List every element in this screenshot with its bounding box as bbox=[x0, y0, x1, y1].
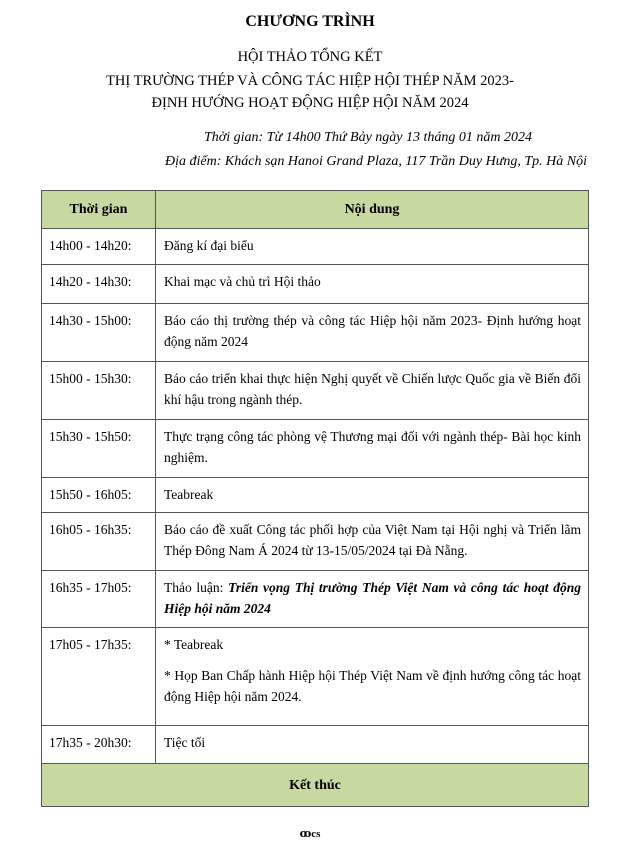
row-content: Tiệc tối bbox=[156, 726, 589, 764]
agenda-table bbox=[41, 190, 589, 807]
agenda-row bbox=[42, 265, 589, 304]
row-time: 15h30 - 15h50: bbox=[42, 420, 156, 478]
agenda-row bbox=[42, 362, 589, 420]
agenda-row bbox=[42, 229, 589, 265]
agenda-row bbox=[42, 571, 589, 628]
row-content: Teabreak bbox=[156, 478, 589, 513]
row-content: Khai mạc và chủ trì Hội thảo bbox=[156, 265, 589, 304]
agenda-row bbox=[42, 628, 589, 726]
row-content bbox=[156, 571, 589, 628]
row-time: 14h20 - 14h30: bbox=[42, 265, 156, 304]
agenda-row bbox=[42, 304, 589, 362]
row-content: Báo cáo đề xuất Công tác phối hợp của Việt Nam tại Hội nghị và Triển lãm Thép Đông Nam Á 2024 từ 13-15/05/2024 tại Đà Nẵng. bbox=[156, 513, 589, 571]
event-time: Thời gian: Từ 14h00 Thứ Bảy ngày 13 tháng 01 năm 2024 bbox=[203, 130, 532, 145]
row-content-item: * Họp Ban Chấp hành Hiệp hội Thép Việt Nam về định hướng công tác hoạt động Hiệp hội năm 2024. bbox=[164, 668, 581, 704]
agenda-row bbox=[42, 513, 589, 571]
subtitle-line-1: HỘI THẢO TỔNG KẾT bbox=[237, 49, 383, 65]
row-time: 15h00 - 15h30: bbox=[42, 362, 156, 420]
subtitle-line-2: THỊ TRƯỜNG THÉP VÀ CÔNG TÁC HIỆP HỘI THÉP NĂM 2023- bbox=[106, 73, 514, 89]
row-content bbox=[156, 628, 589, 726]
row-time: 17h05 - 17h35: bbox=[42, 628, 156, 726]
subtitle-line-3: ĐỊNH HƯỚNG HOẠT ĐỘNG HIỆP HỘI NĂM 2024 bbox=[151, 95, 469, 111]
row-time: 17h35 - 20h30: bbox=[42, 726, 156, 764]
row-content: Báo cáo thị trường thép và công tác Hiệp hội năm 2023- Định hướng hoạt động năm 2024 bbox=[156, 304, 589, 362]
agenda-row bbox=[42, 726, 589, 764]
row-content: Đăng kí đại biểu bbox=[156, 229, 589, 265]
row-content-item: * Teabreak bbox=[164, 637, 224, 652]
document-title: CHƯƠNG TRÌNH bbox=[245, 13, 375, 30]
ornament-glyph: ꝏcs bbox=[299, 828, 321, 840]
agenda-footer-row bbox=[42, 764, 589, 807]
column-header-content: Nội dung bbox=[156, 191, 589, 229]
row-time: 16h35 - 17h05: bbox=[42, 571, 156, 628]
agenda-row bbox=[42, 420, 589, 478]
row-time: 14h30 - 15h00: bbox=[42, 304, 156, 362]
row-content-prefix: Thảo luận: bbox=[164, 580, 229, 595]
row-time: 15h50 - 16h05: bbox=[42, 478, 156, 513]
event-location: Địa điểm: Khách sạn Hanoi Grand Plaza, 117 Trần Duy Hưng, Tp. Hà Nội bbox=[165, 154, 587, 169]
row-time: 14h00 - 14h20: bbox=[42, 229, 156, 265]
closing-label: Kết thúc bbox=[42, 764, 589, 807]
row-content: Thực trạng công tác phòng vệ Thương mại đối với ngành thép- Bài học kinh nghiệm. bbox=[156, 420, 589, 478]
agenda-header-row bbox=[42, 191, 589, 229]
column-header-time: Thời gian bbox=[42, 191, 156, 229]
row-content: Báo cáo triển khai thực hiện Nghị quyết về Chiến lược Quốc gia về Biến đổi khí hậu trong ngành thép. bbox=[156, 362, 589, 420]
agenda-row bbox=[42, 478, 589, 513]
row-time: 16h05 - 16h35: bbox=[42, 513, 156, 571]
row-content-emphasis: Triển vọng Thị trường Thép Việt Nam và công tác hoạt động Hiệp hội năm 2024 bbox=[164, 580, 581, 616]
